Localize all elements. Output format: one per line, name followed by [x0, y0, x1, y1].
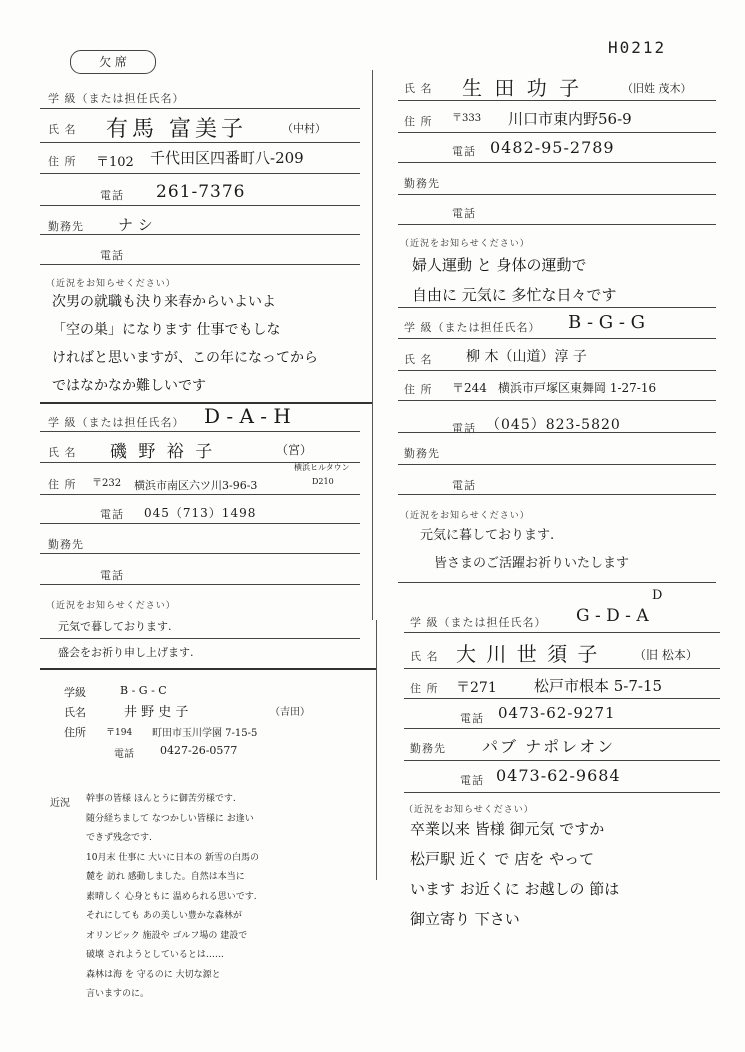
entry3-address: 町田市玉川学園 7-15-5 — [152, 728, 258, 739]
phone-label: 電話 — [460, 774, 484, 787]
entry1-maiden: （中村） — [282, 122, 326, 135]
workplace-label: 勤務先 — [410, 742, 446, 755]
r-entry3-address: 松戸市根本 5-7-15 — [534, 677, 663, 695]
entry1-phone: 261-7376 — [156, 182, 246, 202]
class-label: 学 級（または担任氏名） — [410, 616, 547, 629]
rule — [398, 494, 716, 495]
entry3-name: 井 野 史 子 — [124, 705, 189, 720]
rule — [398, 432, 716, 433]
r-entry2-postal: 〒244 — [452, 381, 487, 395]
r-entry3-postal: 〒271 — [456, 680, 497, 696]
rule — [404, 760, 720, 761]
r-entry1-maiden: （旧姓 茂木） — [622, 82, 692, 95]
name-label: 氏 名 — [404, 353, 433, 366]
entry2-address: 横浜市南区六ツ川3-96-3 — [134, 479, 258, 492]
r-entry1-news: 婦人運動 と 身体の運動で 自由に 元気に 多忙な日々です — [412, 256, 617, 304]
rule — [398, 307, 716, 308]
r-entry2-name: 柳 木（山道）淳 子 — [466, 349, 587, 365]
section-rule — [40, 668, 376, 670]
class-label: 学 級（または担任氏名） — [404, 321, 541, 334]
rule — [40, 173, 360, 174]
entry1-news: 次男の就職も決り来春からいよいよ 「空の巣」になります 仕事でもしな ければと思いますが、この年になってから ではなかなか難しいです — [52, 294, 318, 394]
rule — [398, 464, 716, 465]
entry3-name-label: 氏名 — [64, 706, 86, 719]
workplace-label: 勤務先 — [48, 538, 84, 551]
rule — [40, 494, 360, 495]
address-label: 住 所 — [48, 155, 77, 168]
rule — [398, 338, 716, 339]
rule — [40, 523, 360, 524]
rule — [40, 264, 360, 265]
absence-label: 欠 席 — [99, 55, 127, 69]
name-label: 氏 名 — [410, 650, 439, 663]
r-entry3-work: パブ ナポレオン — [482, 737, 616, 756]
r-entry1-postal: 〒333 — [452, 113, 482, 124]
entry3-postal: 〒194 — [106, 728, 133, 738]
entry1-work: ナ シ — [118, 216, 153, 234]
absence-tag — [70, 50, 156, 74]
document-id: H0212 — [608, 38, 667, 57]
rule — [40, 108, 360, 109]
entry4-label: 近況 — [50, 798, 70, 809]
address-label: 住 所 — [404, 115, 433, 128]
phone-label: 電話 — [100, 189, 124, 202]
address-label: 住 所 — [48, 478, 77, 491]
rule — [404, 668, 720, 669]
workplace-label: 勤務先 — [404, 177, 440, 190]
r-entry2-class: B - G - G — [568, 312, 646, 333]
rule — [398, 162, 716, 163]
phone-label: 電話 — [460, 712, 484, 725]
rule — [398, 370, 716, 371]
r-entry1-phone: 0482-95-2789 — [490, 138, 615, 157]
phone-label: 電話 — [452, 422, 476, 435]
phone-label: 電話 — [452, 145, 476, 158]
r-entry3-class-note: D — [652, 588, 663, 603]
center-divider-lower — [376, 620, 377, 880]
entry2-class: D - A - H — [204, 404, 291, 428]
class-label: 学 級（または担任氏名） — [48, 92, 185, 105]
entry3-phone-label: 電話 — [114, 749, 134, 760]
phone-label: 電話 — [100, 569, 124, 582]
entry3-class: B - G - C — [120, 684, 167, 697]
r-entry3-maiden: （旧 松本） — [634, 648, 698, 662]
r-entry2-news: 元気に暮しております. 皆さまのご活躍お祈りいたします — [420, 528, 630, 571]
rule — [404, 728, 720, 729]
name-label: 氏 名 — [48, 123, 77, 136]
rule — [398, 132, 716, 133]
r-entry3-phone: 0473-62-9271 — [498, 704, 616, 722]
entry4-note: 幹事の皆様 ほんとうに御苦労様です. 随分経ちまして なつかしい皆様に お逢い できず残念です. 10月末 仕事に 大いに日本の 新雪の白馬の 麓を 訪れ 感動しました。自然は本当に 素晴しく 心身ともに 温められる思いです. それにしても あの美しい豊かな森林が オリンピック 施設や ゴルフ場の 建設で 破壊 されようとしているとは…… 森林は海 を 守るのに 大切な源と 言いますのに。 — [86, 794, 260, 999]
entry2-name: 磯 野 裕 子 — [110, 442, 216, 462]
entry1-name: 有馬 富美子 — [106, 117, 247, 142]
news-label: （近況をお知らせください） — [400, 239, 530, 249]
rule — [40, 638, 360, 639]
news-label: （近況をお知らせください） — [46, 279, 176, 289]
rule — [398, 582, 716, 583]
phone-label: 電話 — [452, 479, 476, 492]
news-label: （近況をお知らせください） — [400, 511, 530, 521]
rule — [398, 194, 716, 195]
rule — [398, 100, 716, 101]
center-divider — [372, 70, 373, 620]
rule — [404, 698, 720, 699]
name-label: 氏 名 — [48, 446, 77, 459]
news-label: （近況をお知らせください） — [404, 805, 534, 815]
entry3-maiden: （吉田） — [270, 707, 310, 718]
r-entry2-address: 横浜市戸塚区東舞岡 1-27-16 — [498, 381, 657, 395]
entry2-postal: 〒232 — [92, 478, 122, 489]
name-label: 氏 名 — [404, 82, 433, 95]
workplace-label: 勤務先 — [404, 447, 440, 460]
rule — [40, 584, 360, 585]
rule — [404, 792, 720, 793]
entry3-class-label: 学級 — [64, 686, 86, 699]
r-entry3-news: 卒業以来 皆様 御元気 ですか 松戸駅 近く で 店を やって います お近くに お越しの 節は 御立寄り 下さい — [410, 820, 620, 928]
phone-label: 電話 — [100, 249, 124, 262]
rule — [40, 431, 360, 432]
entry2-maiden: （宮） — [276, 443, 313, 457]
class-label: 学 級（または担任氏名） — [48, 416, 185, 429]
address-label: 住 所 — [404, 383, 433, 396]
entry2-extra1: 横浜ヒルタウン — [294, 463, 350, 472]
entry1-postal: 〒102 — [96, 155, 134, 170]
entry2-extra2: D210 — [312, 477, 334, 486]
r-entry1-address: 川口市東内野56-9 — [508, 110, 632, 128]
rule — [40, 142, 360, 143]
r-entry3-work-phone: 0473-62-9684 — [496, 766, 621, 785]
workplace-label: 勤務先 — [48, 220, 84, 233]
phone-label: 電話 — [100, 508, 124, 521]
rule — [40, 553, 360, 554]
address-label: 住 所 — [410, 682, 439, 695]
phone-label: 電話 — [452, 207, 476, 220]
r-entry3-class: G - D - A — [576, 606, 649, 626]
entry2-phone: 045（713）1498 — [144, 506, 257, 520]
r-entry3-name: 大 川 世 須 子 — [456, 642, 600, 666]
entry3-phone: 0427-26-0577 — [160, 744, 238, 757]
rule — [40, 234, 360, 235]
r-entry2-phone: （045）823-5820 — [486, 417, 621, 433]
rule — [398, 400, 716, 401]
news-label: （近況をお知らせください） — [46, 601, 176, 611]
entry3-addr-label: 住所 — [64, 726, 86, 739]
entry1-address: 千代田区四番町八-209 — [150, 149, 304, 167]
r-entry1-name: 生 田 功 子 — [462, 76, 583, 100]
rule — [398, 224, 716, 225]
entry2-news: 元気で暮しております. 盛会をお祈り申し上げます. — [58, 620, 194, 659]
rule — [40, 205, 360, 206]
rule — [404, 632, 720, 633]
